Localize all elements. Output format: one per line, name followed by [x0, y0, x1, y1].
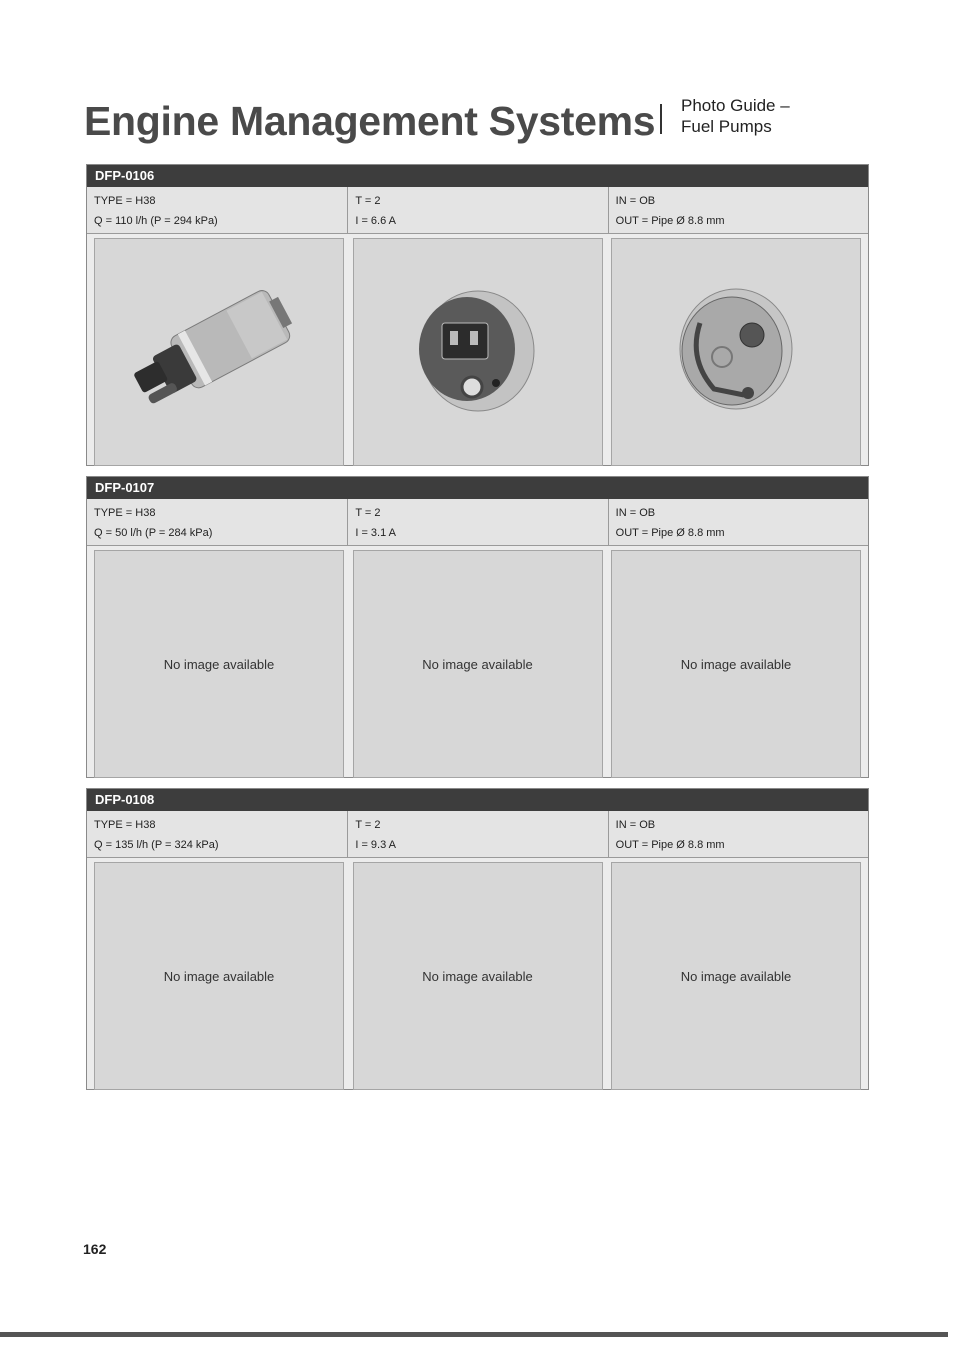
- page-number: 162: [83, 1241, 107, 1257]
- page-title: Engine Management Systems: [84, 98, 656, 144]
- image-placeholder: No image available: [611, 862, 861, 1090]
- spec-flow: Q = 135 l/h (P = 324 kPa): [94, 839, 219, 851]
- spec-type: TYPE = H38: [94, 819, 156, 831]
- subtitle-line-1: Photo Guide –: [681, 96, 790, 115]
- fuel-pump-inlet-end-photo: [611, 238, 861, 466]
- fuel-pump-connector-end-photo: [353, 238, 603, 466]
- spec-current: I = 3.1 A: [355, 527, 396, 539]
- spec-column-ports: [608, 811, 868, 857]
- spec-type: TYPE = H38: [94, 195, 156, 207]
- spec-row: [87, 499, 868, 546]
- spec-inlet: IN = OB: [615, 195, 656, 207]
- product-card: [86, 788, 869, 1090]
- spec-inlet: IN = OB: [615, 819, 656, 831]
- spec-current: I = 6.6 A: [355, 215, 396, 227]
- image-placeholder: No image available: [94, 862, 344, 1090]
- spec-terminals: T = 2: [355, 507, 381, 519]
- spec-outlet: OUT = Pipe Ø 8.8 mm: [615, 527, 725, 539]
- page-subtitle: [681, 95, 790, 137]
- spec-inlet: IN = OB: [615, 507, 656, 519]
- product-code: DFP-0108: [87, 789, 868, 811]
- spec-column-type: [87, 499, 347, 545]
- spec-column-electrical: [347, 499, 607, 545]
- product-card: [86, 164, 869, 466]
- spec-flow: Q = 110 l/h (P = 294 kPa): [94, 215, 218, 227]
- spec-column-electrical: [347, 187, 607, 233]
- spec-current: I = 9.3 A: [355, 839, 396, 851]
- spec-column-ports: [608, 187, 868, 233]
- product-card: [86, 476, 869, 778]
- image-placeholder: No image available: [353, 862, 603, 1090]
- spec-type: TYPE = H38: [94, 507, 156, 519]
- image-placeholder: No image available: [94, 550, 344, 778]
- spec-row: [87, 811, 868, 858]
- product-code: DFP-0107: [87, 477, 868, 499]
- spec-column-type: [87, 187, 347, 233]
- product-code: DFP-0106: [87, 165, 868, 187]
- image-placeholder: No image available: [353, 550, 603, 778]
- image-row: [87, 546, 868, 778]
- fuel-pump-side-photo: [94, 238, 344, 466]
- spec-terminals: T = 2: [355, 819, 381, 831]
- image-row: [87, 234, 868, 466]
- title-separator: [660, 104, 662, 134]
- spec-row: [87, 187, 868, 234]
- image-placeholder: No image available: [611, 550, 861, 778]
- spec-outlet: OUT = Pipe Ø 8.8 mm: [615, 839, 725, 851]
- bottom-rule: [0, 1332, 948, 1337]
- spec-terminals: T = 2: [355, 195, 381, 207]
- spec-column-ports: [608, 499, 868, 545]
- image-row: [87, 858, 868, 1090]
- spec-flow: Q = 50 l/h (P = 284 kPa): [94, 527, 213, 539]
- spec-column-electrical: [347, 811, 607, 857]
- spec-column-type: [87, 811, 347, 857]
- subtitle-line-2: Fuel Pumps: [681, 117, 772, 136]
- spec-outlet: OUT = Pipe Ø 8.8 mm: [615, 215, 725, 227]
